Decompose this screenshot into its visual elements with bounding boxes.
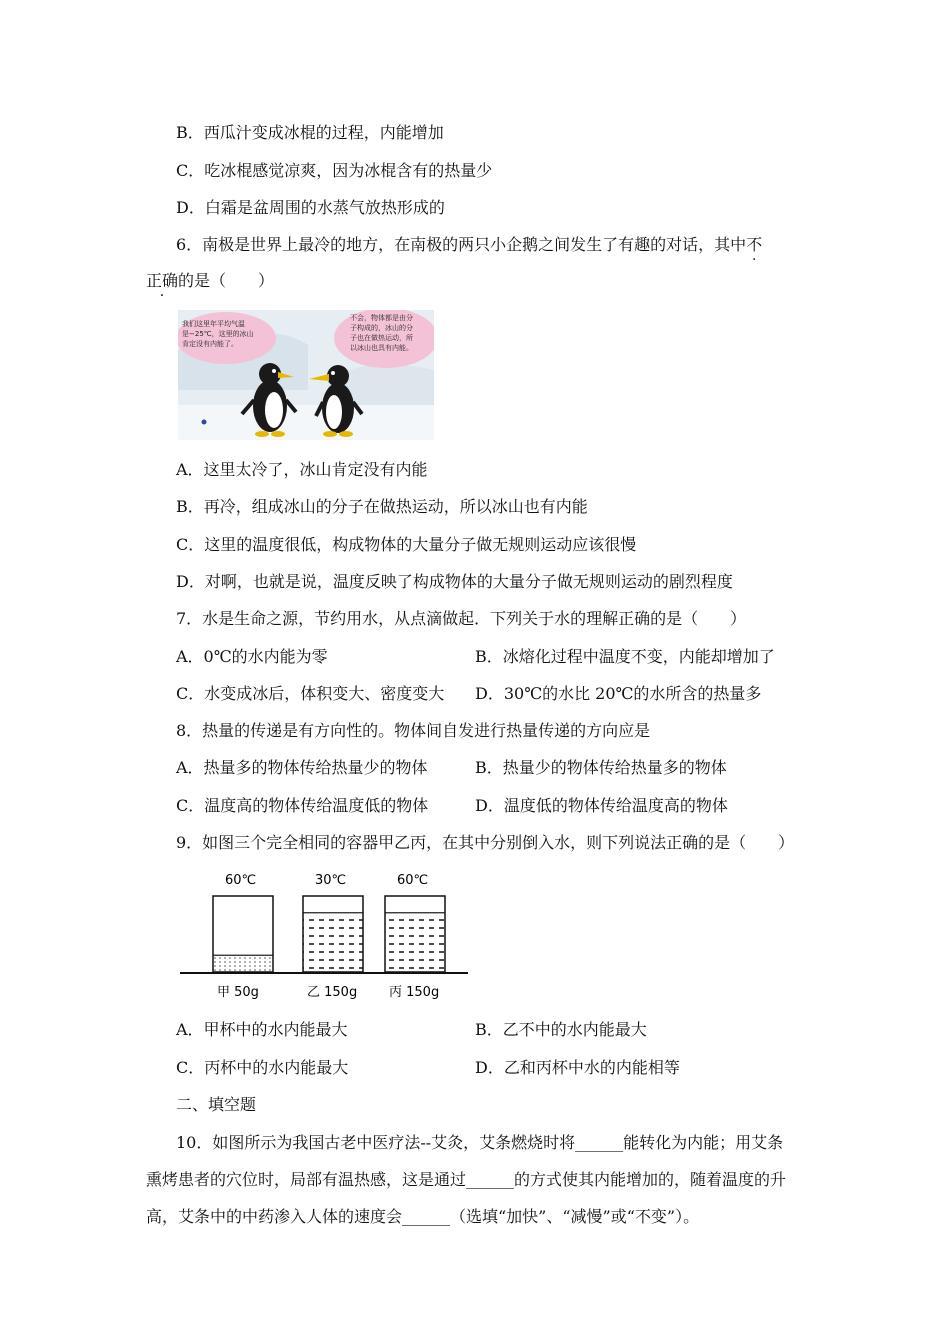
cup-temp-label: 60℃ — [225, 873, 257, 888]
q5-option-c: C．吃冰棍感觉凉爽，因为冰棍含有的热量少 — [176, 161, 493, 180]
cup-name-mass-label: 丙 150g — [389, 985, 440, 1000]
left-bubble-line1: 我们这里年平均气温 — [182, 320, 245, 328]
q9-option-c: C．丙杯中的水内能最大 — [176, 1058, 349, 1077]
q7-option-c: C．水变成冰后，体积变大、密度变大 — [176, 684, 445, 703]
q6-option-a: A．这里太冷了，冰山肯定没有内能 — [176, 460, 428, 479]
cup-temp-label: 60℃ — [397, 873, 429, 888]
penguin-dialogue-image — [178, 310, 434, 440]
cup-name-mass-label: 甲 50g — [217, 985, 259, 1000]
q9-option-b: B．乙不中的水内能最大 — [475, 1020, 647, 1039]
q7-option-b: B．冰熔化过程中温度不变，内能却增加了 — [475, 647, 775, 666]
right-bubble-line3: 子也在做热运动，所 — [350, 334, 413, 342]
q7-option-d: D．30℃的水比 20℃的水所含的热量多 — [475, 684, 762, 703]
q5-option-d: D．白霜是盆周围的水蒸气放热形成的 — [176, 198, 445, 217]
three-cups-figure — [178, 868, 470, 1006]
q9-option-d: D．乙和丙杯中水的内能相等 — [475, 1058, 680, 1077]
q5-option-b: B．西瓜汁变成冰棍的过程，内能增加 — [176, 123, 444, 142]
q6-emphasis-not: 不 — [746, 235, 763, 254]
right-bubble-line4: 以冰山也具有内能。 — [350, 344, 413, 352]
q6-emphasis-correct: 正确 — [146, 271, 179, 290]
q10-line1: 10．如图所示为我国古老中医疗法--艾灸，艾条燃烧时将______能转化为内能；用艾条 — [176, 1133, 784, 1152]
q8-option-c: C．温度高的物体传给温度低的物体 — [176, 796, 429, 815]
q8-option-d: D．温度低的物体传给温度高的物体 — [475, 796, 728, 815]
q8-stem: 8．热量的传递是有方向性的。物体间自发进行热量传递的方向应是 — [176, 721, 651, 740]
cup-water — [303, 913, 363, 972]
q7-stem: 7．水是生命之源，节约用水，从点滴做起．下列关于水的理解正确的是（ ） — [176, 609, 747, 628]
q10-line2: 熏烤患者的穴位时，局部有温热感，这是通过______的方式使其内能增加的，随着温度的升 — [146, 1170, 787, 1189]
q8-option-a: A．热量多的物体传给热量少的物体 — [176, 758, 428, 777]
left-bubble-line3: 肯定没有内能了。 — [182, 340, 238, 348]
section-title-fill-in: 二、填空题 — [176, 1095, 257, 1114]
cup-temp-label: 30℃ — [315, 873, 347, 888]
q6-option-d: D．对啊，也就是说，温度反映了构成物体的大量分子做无规则运动的剧烈程度 — [176, 572, 733, 591]
cup-name-mass-label: 乙 150g — [307, 985, 358, 1000]
q10-line3: 高，艾条中的中药渗入人体的速度会______（选填“加快”、“减慢”或“不变”）。 — [146, 1207, 700, 1226]
cup-water — [385, 913, 445, 972]
q6-stem-line1: 6．南极是世界上最冷的地方，在南极的两只小企鹅之间发生了有趣的对话，其中不 — [176, 235, 763, 254]
cup-water — [213, 955, 273, 972]
q6-option-c: C．这里的温度很低，构成物体的大量分子做无规则运动应该很慢 — [176, 535, 637, 554]
q8-option-b: B．热量少的物体传给热量多的物体 — [475, 758, 727, 777]
q9-option-a: A．甲杯中的水内能最大 — [176, 1020, 348, 1039]
q7-option-a: A．0℃的水内能为零 — [176, 647, 328, 666]
right-bubble-line1: 不会，物体都是由分 — [350, 314, 413, 322]
q6-stem-line2: 正确的是（ ） — [146, 271, 275, 290]
q6-option-b: B．再冷，组成冰山的分子在做热运动，所以冰山也有内能 — [176, 497, 588, 516]
q9-stem: 9．如图三个完全相同的容器甲乙丙，在其中分别倒入水，则下列说法正确的是（ ） — [176, 833, 795, 852]
left-bubble-line2: 是−25℃，这里的冰山 — [182, 330, 254, 338]
right-bubble-line2: 子构成的，冰山的分 — [350, 324, 413, 332]
